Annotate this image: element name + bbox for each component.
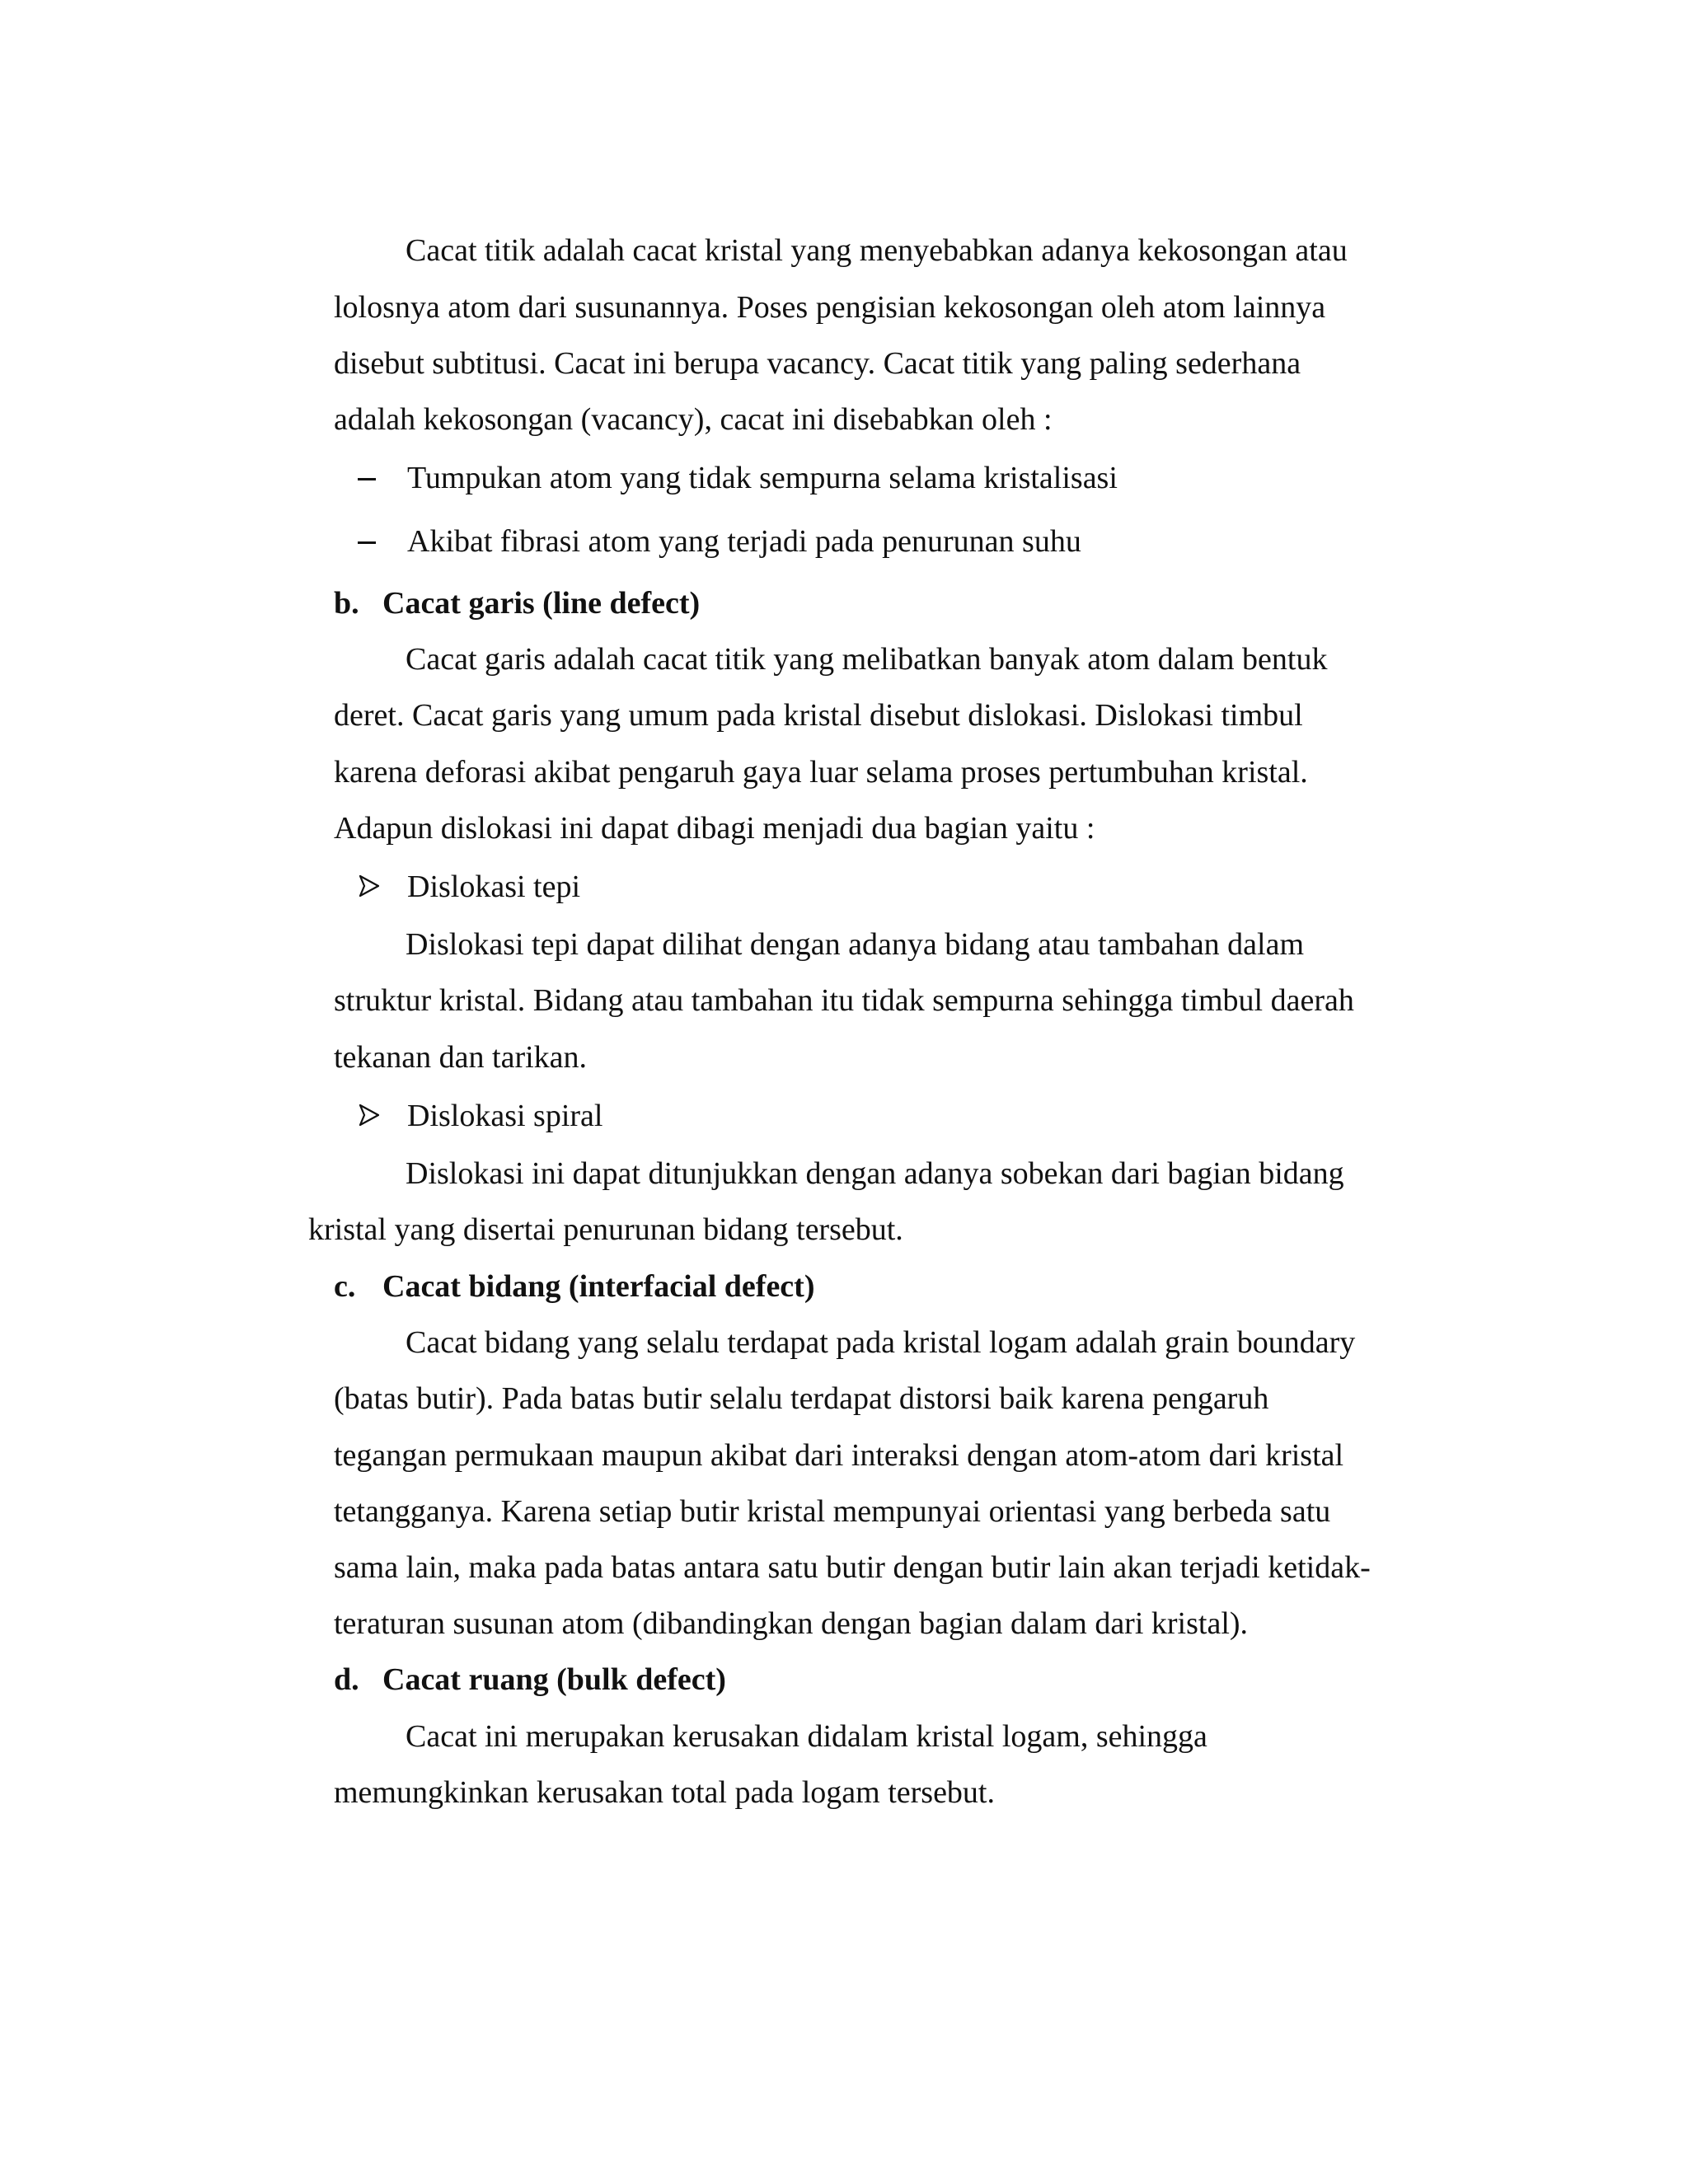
paragraph-line: adalah kekosongan (vacancy), cacat ini disebabkan oleh : <box>334 402 1053 437</box>
section-d-heading: Cacat ruang (bulk defect) <box>382 1662 726 1697</box>
paragraph-line: kristal yang disertai penurunan bidang tersebut. <box>308 1212 903 1247</box>
paragraph-line: memungkinkan kerusakan total pada logam tersebut. <box>334 1775 995 1810</box>
section-c-marker: c. <box>334 1269 356 1304</box>
paragraph-line: tekanan dan tarikan. <box>334 1040 588 1075</box>
subsection-title-edge-dislocation: Dislokasi tepi <box>407 869 581 904</box>
section-b-marker: b. <box>334 586 359 621</box>
dash-bullet-icon <box>358 541 376 544</box>
subsection-title-screw-dislocation: Dislokasi spiral <box>407 1099 603 1133</box>
paragraph-line: Cacat garis adalah cacat titik yang melibatkan banyak atom dalam bentuk <box>406 642 1328 677</box>
paragraph-line: Cacat bidang yang selalu terdapat pada kristal logam adalah grain boundary <box>406 1325 1356 1360</box>
section-d-marker: d. <box>334 1662 359 1697</box>
paragraph-line: Adapun dislokasi ini dapat dibagi menjadi dua bagian yaitu : <box>334 811 1095 846</box>
paragraph-line: sama lain, maka pada batas antara satu butir dengan butir lain akan terjadi ketidak- <box>334 1550 1371 1585</box>
paragraph-line: tetangganya. Karena setiap butir kristal mempunyai orientasi yang berbeda satu <box>334 1494 1331 1529</box>
paragraph-line: deret. Cacat garis yang umum pada kristal disebut dislokasi. Dislokasi timbul <box>334 698 1303 733</box>
arrow-bullet-icon <box>359 875 379 897</box>
section-c-heading: Cacat bidang (interfacial defect) <box>382 1269 815 1304</box>
paragraph-line: Cacat ini merupakan kerusakan didalam kristal logam, sehingga <box>406 1719 1207 1754</box>
paragraph-line: Dislokasi ini dapat ditunjukkan dengan adanya sobekan dari bagian bidang <box>406 1156 1344 1191</box>
paragraph-line: Cacat titik adalah cacat kristal yang menyebabkan adanya kekosongan atau <box>406 233 1348 268</box>
dash-bullet-icon <box>358 478 376 480</box>
list-item: Akibat fibrasi atom yang terjadi pada penurunan suhu <box>407 524 1081 559</box>
paragraph-line: karena deforasi akibat pengaruh gaya luar selama proses pertumbuhan kristal. <box>334 755 1308 790</box>
paragraph-line: struktur kristal. Bidang atau tambahan itu tidak sempurna sehingga timbul daerah <box>334 983 1354 1018</box>
paragraph-line: (batas butir). Pada batas butir selalu terdapat distorsi baik karena pengaruh <box>334 1381 1269 1416</box>
paragraph-line: lolosnya atom dari susunannya. Poses pengisian kekosongan oleh atom lainnya <box>334 290 1326 325</box>
paragraph-line: Dislokasi tepi dapat dilihat dengan adanya bidang atau tambahan dalam <box>406 927 1305 962</box>
paragraph-line: tegangan permukaan maupun akibat dari interaksi dengan atom-atom dari kristal <box>334 1438 1344 1473</box>
paragraph-line: teraturan susunan atom (dibandingkan dengan bagian dalam dari kristal). <box>334 1606 1249 1641</box>
paragraph-line: disebut subtitusi. Cacat ini berupa vacancy. Cacat titik yang paling sederhana <box>334 346 1301 381</box>
list-item: Tumpukan atom yang tidak sempurna selama kristalisasi <box>407 461 1118 495</box>
arrow-bullet-icon <box>359 1104 379 1126</box>
section-b-heading: Cacat garis (line defect) <box>382 586 701 621</box>
